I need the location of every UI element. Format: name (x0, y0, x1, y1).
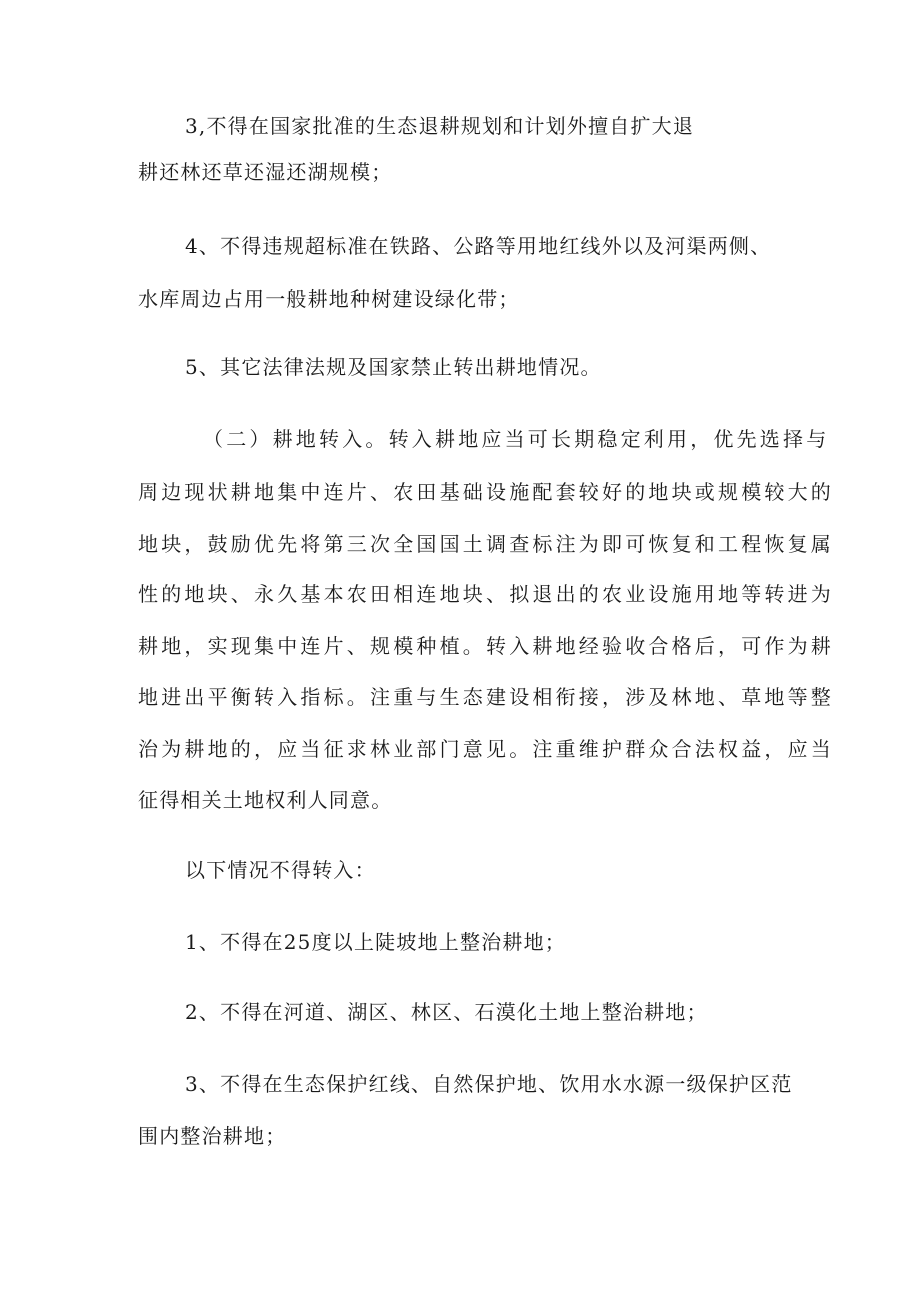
paragraph-line: 1、不得在25度以上陡坡地上整治耕地； (185, 930, 566, 954)
paragraph-line: 3、不得在生态保护红线、自然保护地、饮用水水源一级保护区范 (185, 1072, 793, 1096)
paragraph-line: 地块，鼓励优先将第三次全国国土调查标注为即可恢复和工程恢复属 (138, 532, 834, 556)
paragraph-line: （二）耕地转入。转入耕地应当可长期稳定利用，优先选择与 (203, 427, 830, 451)
paragraph-line: 5、其它法律法规及国家禁止转出耕地情况。 (185, 355, 602, 379)
paragraph-line: 围内整治耕地； (138, 1124, 287, 1148)
paragraph-line: 耕地，实现集中连片、规模种植。转入耕地经验收合格后，可作为耕 (138, 634, 834, 658)
paragraph-line: 3,不得在国家批准的生态退耕规划和计划外擅自扩大退 (185, 114, 695, 138)
paragraph-line: 周边现状耕地集中连片、农田基础设施配套较好的地块或规模较大的 (138, 480, 834, 504)
paragraph-line: 征得相关土地权利人同意。 (138, 788, 393, 812)
paragraph-line: 耕还林还草还湿还湖规模； (138, 160, 393, 184)
paragraph-line: 治为耕地的，应当征求林业部门意见。注重维护群众合法权益，应当 (138, 737, 834, 761)
paragraph-line: 水库周边占用一般耕地种树建设绿化带； (138, 287, 520, 311)
paragraph-line: 地进出平衡转入指标。注重与生态建设相衔接，涉及林地、草地等整 (138, 685, 834, 709)
paragraph-line: 以下情况不得转入： (185, 858, 376, 882)
paragraph-line: 性的地块、永久基本农田相连地块、拟退出的农业设施用地等转进为 (138, 582, 834, 606)
paragraph-line: 4、不得违规超标准在铁路、公路等用地红线外以及河渠两侧、 (185, 234, 772, 258)
paragraph-line: 2、不得在河道、湖区、林区、石漠化土地上整治耕地； (185, 1000, 708, 1024)
